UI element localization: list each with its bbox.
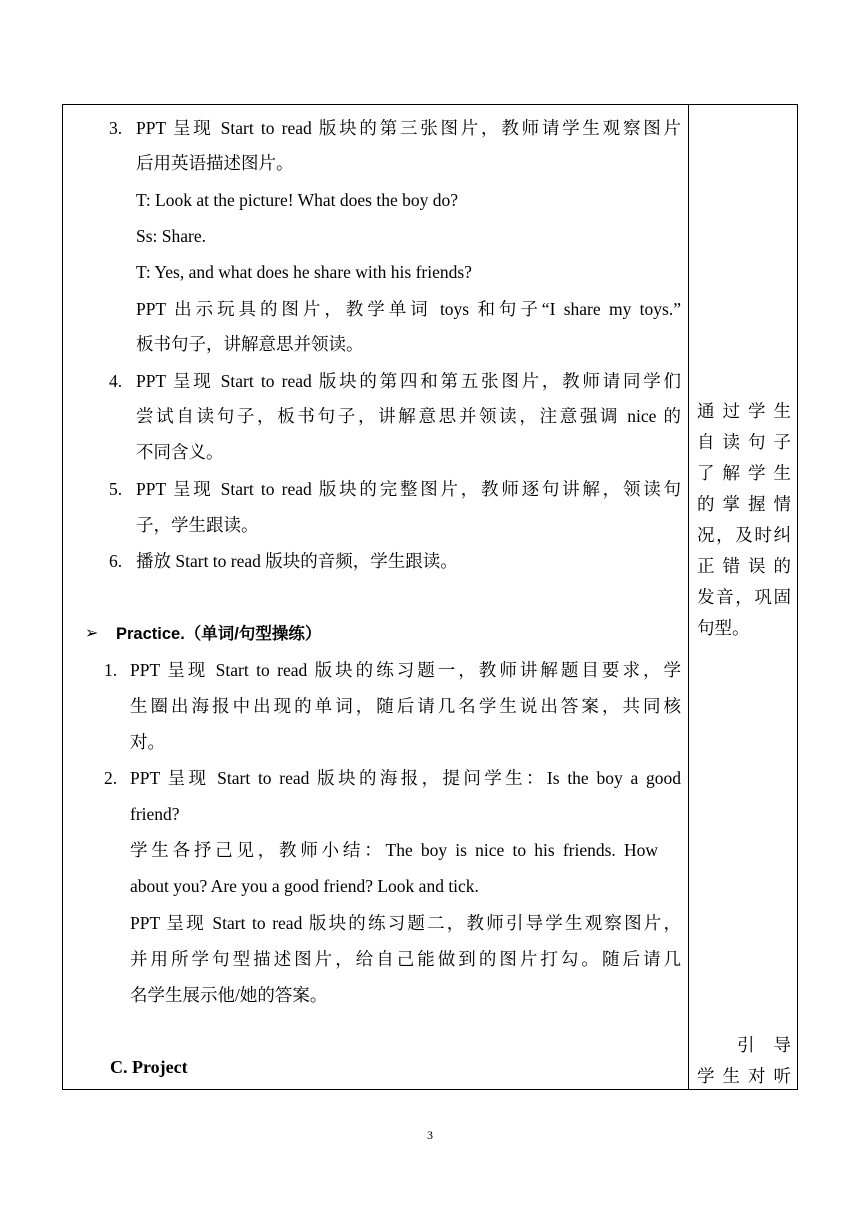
practice-heading: Practice.（单词/句型操练） [116, 625, 322, 643]
procedure-column [63, 105, 688, 1089]
side-note-line-1: 通过学生 [697, 401, 791, 421]
practice-2-line-7: 名学生展示他/她的答案。 [130, 985, 328, 1005]
practice-1-line-1: PPT 呈现 Start to read 版块的练习题一，教师讲解题目要求，学 [130, 660, 681, 680]
practice-2-line-2: friend? [130, 804, 180, 824]
item-3-line-3: T: Look at the picture! What does the boy do? [136, 190, 458, 210]
practice-1-line-3: 对。 [130, 732, 165, 752]
practice-2-line-4: about you? Are you a good friend? Look and tick. [130, 876, 479, 896]
practice-1-line-2: 生圈出海报中出现的单词，随后请几名学生说出答案，共同核 [130, 696, 681, 716]
item-4-line-2: 尝试自读句子，板书句子，讲解意思并领读，注意强调 nice 的 [136, 406, 681, 426]
bullet-arrow-icon: ➢ [85, 625, 99, 642]
side-note-line-3: 了解学生 [697, 463, 791, 483]
item-3-line-5: T: Yes, and what does he share with his friends? [136, 262, 472, 282]
side-note-line-6: 正错误的 [697, 556, 791, 576]
side-note-line-2: 自读句子 [697, 432, 791, 452]
item-6-number: 6. [109, 551, 123, 571]
item-4-number: 4. [109, 371, 123, 391]
item-3-line-4: Ss: Share. [136, 226, 206, 246]
side-note-line-7: 发音，巩固 [697, 587, 791, 607]
practice-2-number: 2. [104, 768, 118, 788]
project-heading: C. Project [110, 1057, 188, 1077]
page-number: 3 [427, 1128, 433, 1142]
side-note-line-8: 句型。 [697, 618, 750, 638]
side-note2-line-2: 学生对听 [697, 1066, 791, 1086]
intent-column [689, 105, 797, 1089]
item-4-line-1: PPT 呈现 Start to read 版块的第四和第五张图片，教师请同学们 [136, 371, 681, 391]
item-5-line-1: PPT 呈现 Start to read 版块的完整图片，教师逐句讲解，领读句 [136, 479, 681, 499]
lesson-plan-table [62, 104, 798, 1090]
practice-2-line-1: PPT 呈现 Start to read 版块的海报，提问学生：Is the boy a good [130, 768, 681, 788]
side-note-line-4: 的掌握情 [697, 494, 791, 514]
practice-2-line-5: PPT 呈现 Start to read 版块的练习题二，教师引导学生观察图片， [130, 913, 681, 933]
practice-2-line-6: 并用所学句型描述图片，给自己能做到的图片打勾。随后请几 [130, 949, 681, 969]
side-note2-line-1: 引导 [737, 1035, 791, 1055]
item-5-number: 5. [109, 479, 123, 499]
item-3-line-6: PPT 出示玩具的图片，教学单词 toys 和句子“I share my toys.” [136, 299, 681, 319]
item-3-line-2: 后用英语描述图片。 [136, 153, 294, 173]
item-5-line-2: 子，学生跟读。 [136, 515, 259, 535]
item-3-line-7: 板书句子，讲解意思并领读。 [136, 334, 364, 354]
item-3-line-1: PPT 呈现 Start to read 版块的第三张图片，教师请学生观察图片 [136, 118, 681, 138]
item-6-line-1: 播放 Start to read 版块的音频，学生跟读。 [136, 551, 458, 571]
side-note-line-5: 况，及时纠 [697, 525, 791, 545]
practice-1-number: 1. [104, 660, 118, 680]
item-3-number: 3. [109, 118, 123, 138]
practice-2-line-3: 学生各抒己见，教师小结：The boy is nice to his friends. How [130, 840, 658, 860]
item-4-line-3: 不同含义。 [136, 442, 224, 462]
